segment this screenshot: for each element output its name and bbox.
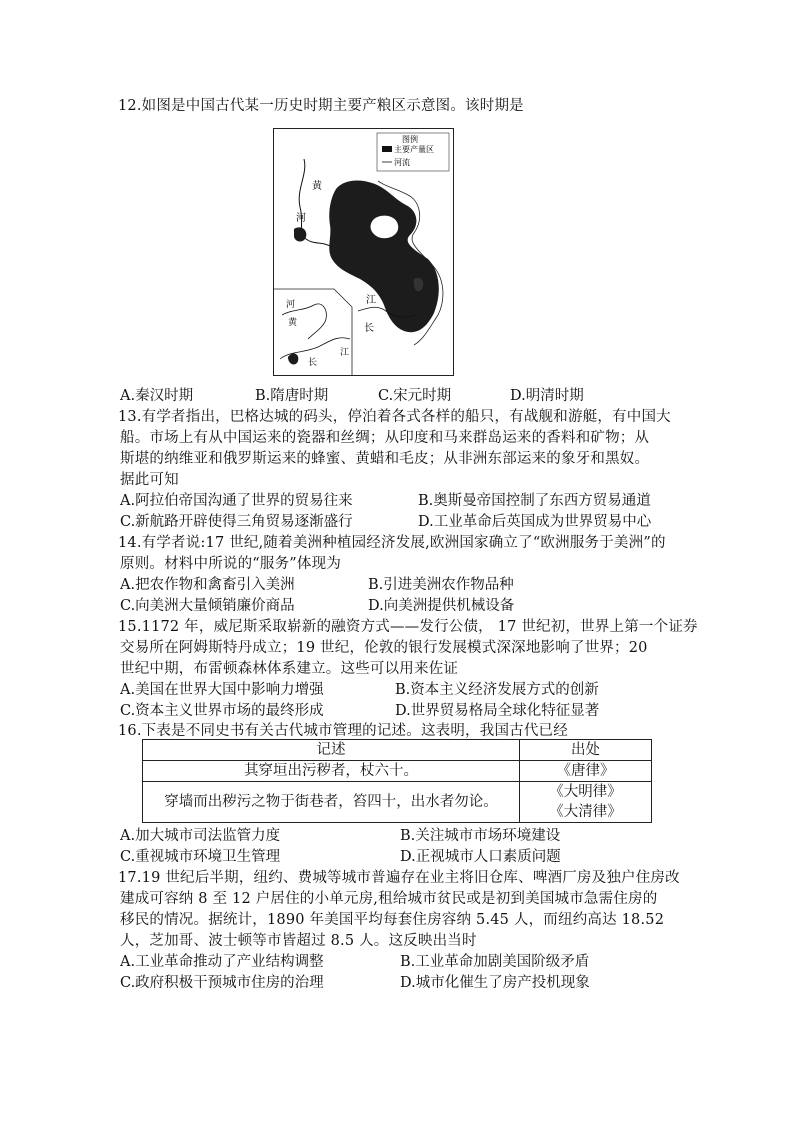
table-cell-source bbox=[520, 782, 652, 823]
q16-stem: 16.下表是不同史书有关古代城市管理的记述。这表明，我国古代已经 bbox=[118, 723, 568, 739]
q17-option-d[interactable]: D.城市化催生了房产投机现象 bbox=[400, 975, 590, 991]
source-daming-lu: 《大明律》 bbox=[549, 784, 622, 800]
legend-area-label: 主要产量区 bbox=[394, 145, 434, 154]
legend-title: 图例 bbox=[402, 135, 418, 144]
q12-option-c[interactable]: C.宋元时期 bbox=[378, 388, 452, 404]
q13-option-d[interactable]: D.工业革命后英国成为世界贸易中心 bbox=[418, 514, 652, 530]
q15-line-1: 15.1172 年，威尼斯采取崭新的融资方式——发行公债， 17 世纪初，世界上第一个证券 bbox=[118, 619, 698, 635]
q14-option-d[interactable]: D.向美洲提供机械设备 bbox=[368, 598, 515, 614]
table-cell-record: 穿墙而出秽污之物于街巷者，笞四十，出水者勿论。 bbox=[143, 782, 520, 823]
q14-line-1: 14.有学者说:17 世纪,随着美洲种植园经济发展,欧洲国家确立了“欧洲服务于美洲”的 bbox=[118, 535, 666, 551]
label-he-2: 河 bbox=[286, 300, 296, 310]
table-header-row bbox=[143, 740, 652, 761]
table-row bbox=[143, 782, 652, 823]
label-jiang-1: 江 bbox=[366, 295, 376, 306]
q13-line-4: 据此可知 bbox=[120, 472, 179, 488]
small-area-2 bbox=[288, 354, 298, 365]
q13-line-1: 13.有学者指出，巴格达城的码头，停泊着各式各样的船只，有战舰和游艇，有中国大 bbox=[118, 409, 671, 425]
q15-option-b[interactable]: B.资本主义经济发展方式的创新 bbox=[395, 682, 599, 698]
q14-option-a[interactable]: A.把农作物和禽畜引入美洲 bbox=[120, 577, 295, 593]
table-cell-source: 《唐律》 bbox=[520, 761, 652, 782]
q15-line-3: 世纪中期，布雷顿森林体系建立。这些可以用来佐证 bbox=[120, 661, 459, 677]
q13-line-2: 船。市场上有从中国运来的瓷器和丝绸；从印度和马来群岛运来的香料和矿物；从 bbox=[120, 430, 650, 446]
q12-option-d[interactable]: D.明清时期 bbox=[510, 388, 584, 404]
q16-option-c[interactable]: C.重视城市环境卫生管理 bbox=[120, 849, 281, 865]
table-row bbox=[143, 761, 652, 782]
legend-river-label: 河流 bbox=[394, 158, 410, 167]
q13-option-a[interactable]: A.阿拉伯帝国沟通了世界的贸易往来 bbox=[120, 493, 353, 509]
q17-line-1: 17.19 世纪后半期，纽约、费城等城市普遍存在业主将旧仓库、啤酒厂房及独户住房改 bbox=[118, 870, 680, 886]
q15-option-a[interactable]: A.美国在世界大国中影响力增强 bbox=[120, 682, 324, 698]
q15-option-c[interactable]: C.资本主义世界市场的最终形成 bbox=[120, 703, 324, 719]
label-he-1: 河 bbox=[296, 213, 306, 224]
q12-option-a[interactable]: A.秦汉时期 bbox=[120, 388, 194, 404]
label-chang-1: 长 bbox=[364, 323, 374, 334]
q13-option-b[interactable]: B.奥斯曼帝国控制了东西方贸易通道 bbox=[418, 493, 651, 509]
q14-option-c[interactable]: C.向美洲大量倾销廉价商品 bbox=[120, 598, 295, 614]
small-area-1 bbox=[294, 227, 306, 241]
q16-option-b[interactable]: B.关注城市市场环境建设 bbox=[400, 828, 561, 844]
label-jiang-2: 江 bbox=[340, 348, 350, 358]
table-cell-record: 其穿垣出污秽者，杖六十。 bbox=[143, 761, 520, 782]
q16-table bbox=[142, 739, 652, 823]
q12-stem: 12.如图是中国古代某一历史时期主要产粮区示意图。该时期是 bbox=[118, 98, 524, 114]
label-huang-2: 黄 bbox=[288, 318, 298, 328]
q16-option-d[interactable]: D.正视城市人口素质问题 bbox=[400, 849, 561, 865]
label-chang-2: 长 bbox=[308, 358, 318, 368]
q15-option-d[interactable]: D.世界贸易格局全球化特征显著 bbox=[395, 703, 600, 719]
q17-option-c[interactable]: C.政府积极干预城市住房的治理 bbox=[120, 975, 324, 991]
label-huang-1: 黄 bbox=[312, 181, 322, 192]
q14-option-b[interactable]: B.引进美洲农作物品种 bbox=[368, 577, 514, 593]
q12-option-b[interactable]: B.隋唐时期 bbox=[255, 388, 329, 404]
q14-line-2: 原则。材料中所说的“服务”体现为 bbox=[120, 556, 342, 572]
q17-option-b[interactable]: B.工业革命加剧美国阶级矛盾 bbox=[400, 954, 590, 970]
source-daqing-lu: 《大清律》 bbox=[549, 804, 622, 820]
q12-grain-area-map bbox=[273, 128, 454, 376]
q17-line-4: 人，芝加哥、波士顿等市皆超过 8.5 人。这反映出当时 bbox=[120, 933, 477, 949]
map-graphic bbox=[274, 129, 453, 375]
q17-option-a[interactable]: A.工业革命推动了产业结构调整 bbox=[120, 954, 324, 970]
q13-line-3: 斯堪的纳维亚和俄罗斯运来的蜂蜜、黄蜡和毛皮；从非洲东部运来的象牙和黑奴。 bbox=[120, 451, 650, 467]
q13-option-c[interactable]: C.新航路开辟使得三角贸易逐渐盛行 bbox=[120, 514, 353, 530]
q15-line-2: 交易所在阿姆斯特丹成立；19 世纪，伦敦的银行发展模式深深地影响了世界；20 bbox=[120, 640, 648, 656]
q16-option-a[interactable]: A.加大城市司法监管力度 bbox=[120, 828, 281, 844]
table-header-source: 出处 bbox=[520, 740, 652, 761]
q17-line-2: 建成可容纳 8 至 12 户居住的小单元房,租给城市贫民或是初到美国城市急需住房的 bbox=[120, 891, 658, 907]
legend-area-swatch bbox=[382, 146, 392, 152]
q17-line-3: 移民的情况。据统计，1890 年美国平均每套住房容纳 5.45 人，而纽约高达 18.52 bbox=[120, 912, 665, 928]
table-header-record: 记述 bbox=[143, 740, 520, 761]
